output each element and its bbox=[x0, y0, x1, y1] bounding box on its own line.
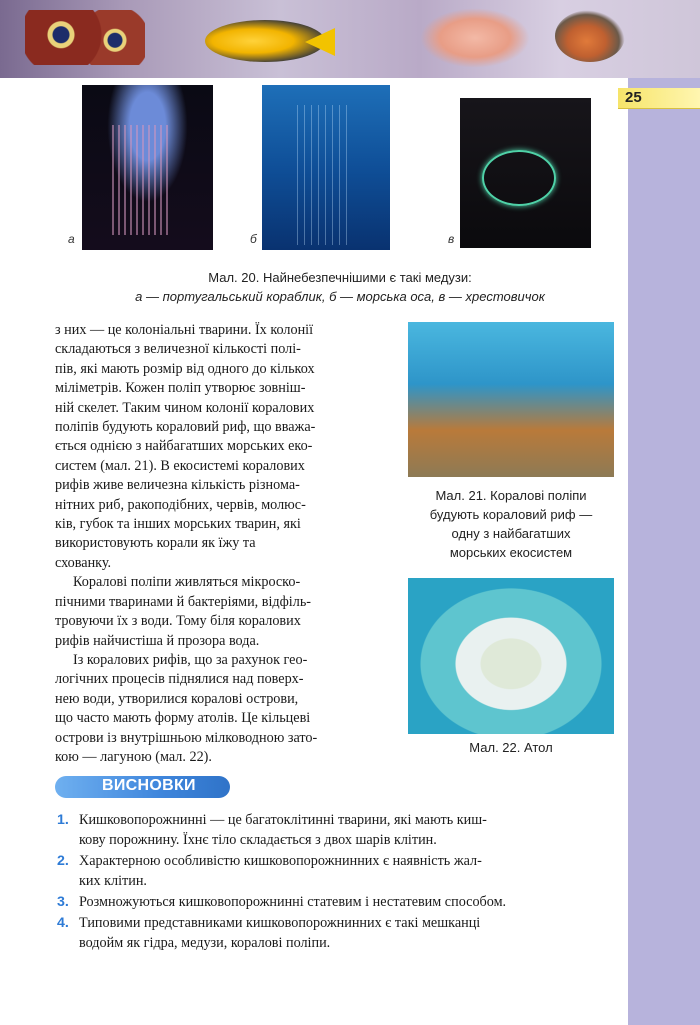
list-text-line: водойм як гідра, медузи, коралові поліпи. bbox=[79, 935, 331, 951]
text-line: ків, губок та інших морських тварин, які bbox=[55, 516, 301, 533]
fig21-caption-line: одну з найбагатших bbox=[451, 526, 571, 541]
atoll-photo bbox=[408, 578, 614, 734]
coral-image bbox=[420, 8, 530, 68]
text-line: нею води, утворилися коралові острови, bbox=[55, 690, 299, 707]
text-line: острови із внутрішньою мілководною зато- bbox=[55, 729, 318, 746]
list-text-line: кову порожнину. Їхнє тіло складається з двох шарів клітин. bbox=[79, 832, 437, 848]
fig20-label-c: в bbox=[448, 232, 455, 246]
conclusions-title: ВИСНОВКИ bbox=[102, 777, 196, 794]
sea-wasp-photo bbox=[262, 85, 390, 250]
butterfly-image bbox=[25, 10, 145, 65]
list-text-line: ких клітин. bbox=[79, 873, 147, 889]
list-text-line: Характерною особливістю кишковопорожнинних є наявність жал- bbox=[79, 853, 482, 869]
list-item bbox=[55, 913, 620, 953]
text-line: рифів живе величезна кількість різнома- bbox=[55, 477, 300, 494]
text-line: тровуючи їх з води. Тому біля коралових bbox=[55, 613, 301, 630]
fig21-caption-line: морських екосистем bbox=[449, 545, 573, 560]
list-text-line: Розмножуються кишковопорожнинні статевим і нестатевим способом. bbox=[79, 894, 507, 910]
page-margin-strip bbox=[628, 78, 700, 1025]
text-line: кою — лагуною (мал. 22). bbox=[55, 748, 212, 765]
text-line: рифів найчистіша й прозора вода. bbox=[55, 632, 260, 649]
list-number: 2. bbox=[57, 853, 69, 869]
body-text-column bbox=[55, 321, 392, 767]
text-line: пів, які мають розмір від одного до кількох bbox=[55, 360, 315, 377]
list-item bbox=[55, 851, 620, 891]
list-item bbox=[55, 892, 620, 912]
text-line: логічних процесів піднялися над поверх- bbox=[55, 671, 304, 688]
list-text-line: Типовими представниками кишковопорожнинних є такі мешканці bbox=[79, 915, 481, 931]
portuguese-man-of-war-photo bbox=[82, 85, 213, 250]
text-line: Із коралових рифів, що за рахунок гео- bbox=[73, 651, 308, 668]
text-line: нітних риб, ракоподібних, червів, молюс- bbox=[55, 496, 306, 513]
fig20-label-a: а bbox=[68, 232, 75, 246]
text-line: складаються з величезної кількості полі- bbox=[55, 341, 301, 358]
list-item bbox=[55, 810, 620, 850]
fish-image bbox=[205, 20, 325, 62]
fig20-caption-line2: а — португальський кораблик, б — морська оса, в — хрестовичок bbox=[135, 289, 545, 304]
list-text-line: Кишковопорожнинні — це багатоклітинні тварини, які мають киш- bbox=[79, 812, 487, 828]
crossed-jellyfish-photo bbox=[460, 98, 591, 248]
coral-reef-photo bbox=[408, 322, 614, 477]
text-line: з них — це колоніальні тварини. Їх колонії bbox=[55, 322, 314, 338]
text-line: міліметрів. Кожен поліп утворює зовніш- bbox=[55, 380, 306, 397]
fig21-caption bbox=[408, 486, 614, 562]
fig20-caption bbox=[60, 268, 620, 306]
paragraph-2 bbox=[55, 573, 392, 651]
text-line: Коралові поліпи живляться мікроско- bbox=[73, 574, 301, 591]
text-line: систем (мал. 21). В екосистемі коралових bbox=[55, 457, 305, 474]
fig20-label-b: б bbox=[250, 232, 257, 246]
fig20-caption-line1: Мал. 20. Найнебезпечнішими є такі медузи: bbox=[208, 270, 472, 285]
page-number: 25 bbox=[625, 89, 642, 106]
text-line: пічними тваринами й бактеріями, відфіль- bbox=[55, 593, 312, 610]
bird-image bbox=[555, 10, 625, 62]
fig21-caption-line: Мал. 21. Коралові поліпи bbox=[435, 488, 587, 503]
text-line: схованку. bbox=[55, 554, 112, 571]
text-line: поліпів будують кораловий риф, що вважа- bbox=[55, 419, 316, 436]
fig21-caption-line: будують кораловий риф — bbox=[429, 507, 593, 522]
text-line: що часто мають форму атолів. Це кільцеві bbox=[55, 710, 311, 727]
fig22-caption: Мал. 22. Атол bbox=[469, 740, 553, 755]
list-number: 1. bbox=[57, 812, 69, 828]
list-number: 3. bbox=[57, 894, 69, 910]
header-banner-image bbox=[0, 0, 700, 78]
text-line: ється однією з найбагатших морських еко- bbox=[55, 438, 313, 455]
text-line: ній скелет. Таким чином колонії коралових bbox=[55, 399, 315, 416]
paragraph-1 bbox=[55, 321, 392, 573]
conclusions-list bbox=[55, 810, 620, 954]
paragraph-3 bbox=[55, 651, 392, 767]
list-number: 4. bbox=[57, 915, 69, 931]
text-line: використовують корали як їжу та bbox=[55, 535, 256, 552]
